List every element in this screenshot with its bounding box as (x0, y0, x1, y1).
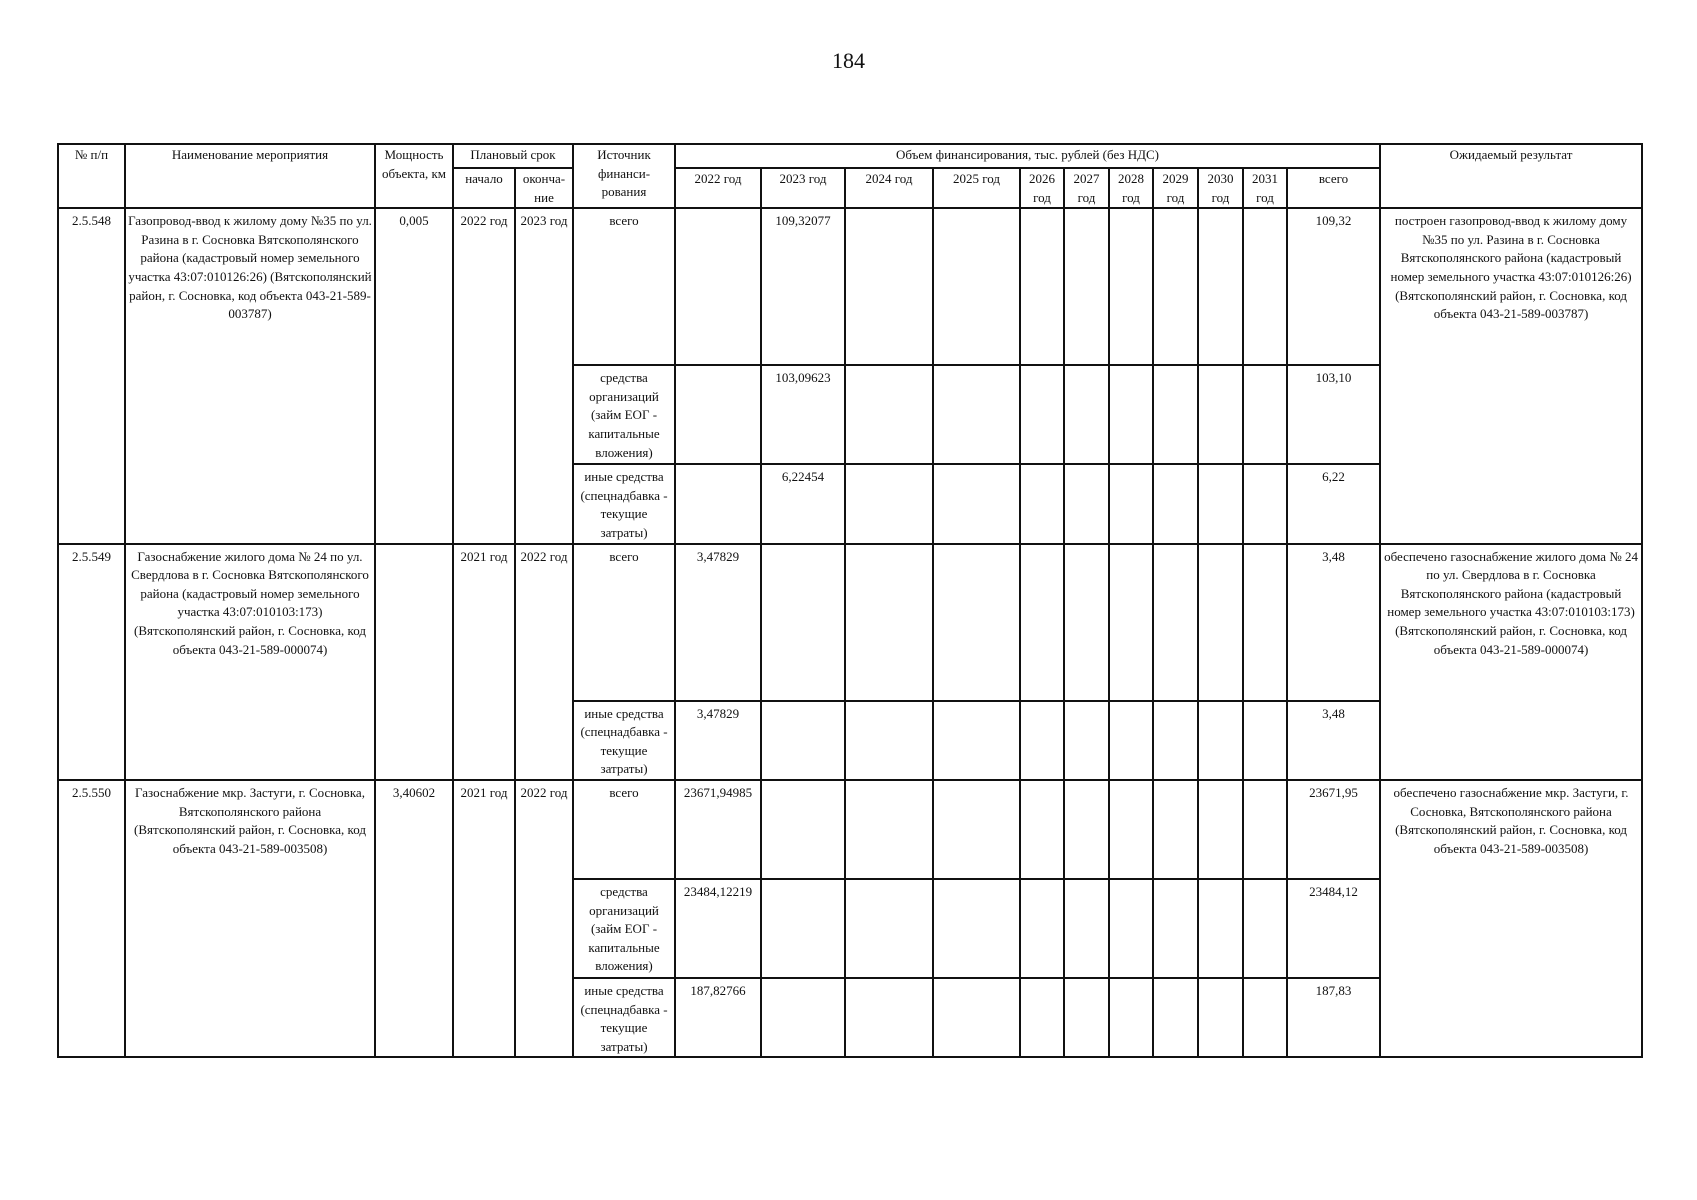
source-label: всего (573, 780, 675, 879)
value-2023 (761, 701, 845, 780)
header-year-2027: 2027 год (1064, 168, 1109, 208)
value-2022: 3,47829 (675, 544, 761, 701)
funding-table (57, 143, 1643, 1058)
row-start: 2021 год (453, 544, 515, 780)
source-label: всего (573, 544, 675, 701)
row-capacity (375, 544, 453, 780)
value-2022: 3,47829 (675, 701, 761, 780)
value-2022 (675, 365, 761, 464)
header-year-2022: 2022 год (675, 168, 761, 208)
source-label: всего (573, 208, 675, 365)
value-total: 109,32 (1287, 208, 1380, 365)
value-total: 23484,12 (1287, 879, 1380, 978)
header-term: Плановый срок (453, 144, 573, 168)
source-label: средства организаций (займ ЕОГ - капитальные вложения) (573, 879, 675, 978)
header-year-2025: 2025 год (933, 168, 1020, 208)
header-capacity: Мощность объекта, км (375, 144, 453, 208)
row-end: 2022 год (515, 544, 573, 780)
header-year-2024: 2024 год (845, 168, 933, 208)
source-label: иные средства (спецнадбавка - текущие затраты) (573, 978, 675, 1057)
value-total: 3,48 (1287, 544, 1380, 701)
row-start: 2022 год (453, 208, 515, 543)
source-label: иные средства (спецнадбавка - текущие затраты) (573, 464, 675, 543)
header-year-2030: 2030 год (1198, 168, 1243, 208)
value-2022 (675, 464, 761, 543)
header-term-start: начало (453, 168, 515, 208)
source-label: средства организаций (займ ЕОГ - капитальные вложения) (573, 365, 675, 464)
value-total: 3,48 (1287, 701, 1380, 780)
row-result: построен газопровод-ввод к жилому дому №35 по ул. Разина в г. Сосновка Вятскополянского района (кадастровый номер земельного участка 43:07:010126:26) (Вятскополянский район, г. Сосновка, код объекта 043-21-589-003787) (1380, 208, 1642, 543)
table-row (58, 544, 1642, 701)
row-start: 2021 год (453, 780, 515, 1057)
table-row (58, 780, 1642, 879)
row-result: обеспечено газоснабжение мкр. Застуги, г. Сосновка, Вятскополянского района (Вятскополянский район, г. Сосновка, код объекта 043-21-589-003508) (1380, 780, 1642, 1057)
row-end: 2022 год (515, 780, 573, 1057)
row-end: 2023 год (515, 208, 573, 543)
value-2023 (761, 978, 845, 1057)
value-2023: 103,09623 (761, 365, 845, 464)
value-total: 23671,95 (1287, 780, 1380, 879)
row-result: обеспечено газоснабжение жилого дома № 24 по ул. Свердлова в г. Сосновка Вятскополянского района (кадастровый номер земельного участка 43:07:010103:173) (Вятскополянский район, г. Сосновка, код объекта 043-21-589-000074) (1380, 544, 1642, 780)
header-year-2026: 2026 год (1020, 168, 1064, 208)
header-year-2031: 2031 год (1243, 168, 1287, 208)
value-2023: 109,32077 (761, 208, 845, 365)
row-name: Газоснабжение мкр. Застуги, г. Сосновка, Вятскополянского района (Вятскополянский район, г. Сосновка, код объекта 043-21-589-003508) (125, 780, 375, 1057)
page-number: 184 (832, 48, 865, 73)
header-source: Источник финанси-рования (573, 144, 675, 208)
value-2022 (675, 208, 761, 365)
value-total: 103,10 (1287, 365, 1380, 464)
header-year-2028: 2028 год (1109, 168, 1153, 208)
row-capacity: 3,40602 (375, 780, 453, 1057)
header-result: Ожидаемый результат (1380, 144, 1642, 208)
value-2022: 187,82766 (675, 978, 761, 1057)
value-2023 (761, 544, 845, 701)
value-2023 (761, 780, 845, 879)
header-total: всего (1287, 168, 1380, 208)
value-total: 6,22 (1287, 464, 1380, 543)
header-year-2023: 2023 год (761, 168, 845, 208)
header-funding: Объем финансирования, тыс. рублей (без НДС) (675, 144, 1380, 168)
header-name: Наименование мероприятия (125, 144, 375, 208)
value-2023: 6,22454 (761, 464, 845, 543)
row-num: 2.5.548 (58, 208, 125, 543)
value-2023 (761, 879, 845, 978)
row-name: Газопровод-ввод к жилому дому №35 по ул. Разина в г. Сосновка Вятскополянского района (кадастровый номер земельного участка 43:07:010126:26) (Вятскополянский район, г. Сосновка, код объекта 043-21-589-003787) (125, 208, 375, 543)
source-label: иные средства (спецнадбавка - текущие затраты) (573, 701, 675, 780)
header-year-2029: 2029 год (1153, 168, 1198, 208)
row-capacity: 0,005 (375, 208, 453, 543)
row-name: Газоснабжение жилого дома № 24 по ул. Свердлова в г. Сосновка Вятскополянского района (кадастровый номер земельного участка 43:07:010103:173) (Вятскополянский район, г. Сосновка, код объекта 043-21-589-000074) (125, 544, 375, 780)
row-num: 2.5.549 (58, 544, 125, 780)
value-2022: 23671,94985 (675, 780, 761, 879)
value-2022: 23484,12219 (675, 879, 761, 978)
header-term-end: оконча-ние (515, 168, 573, 208)
value-total: 187,83 (1287, 978, 1380, 1057)
row-num: 2.5.550 (58, 780, 125, 1057)
header-num: № п/п (58, 144, 125, 208)
table-row (58, 208, 1642, 365)
